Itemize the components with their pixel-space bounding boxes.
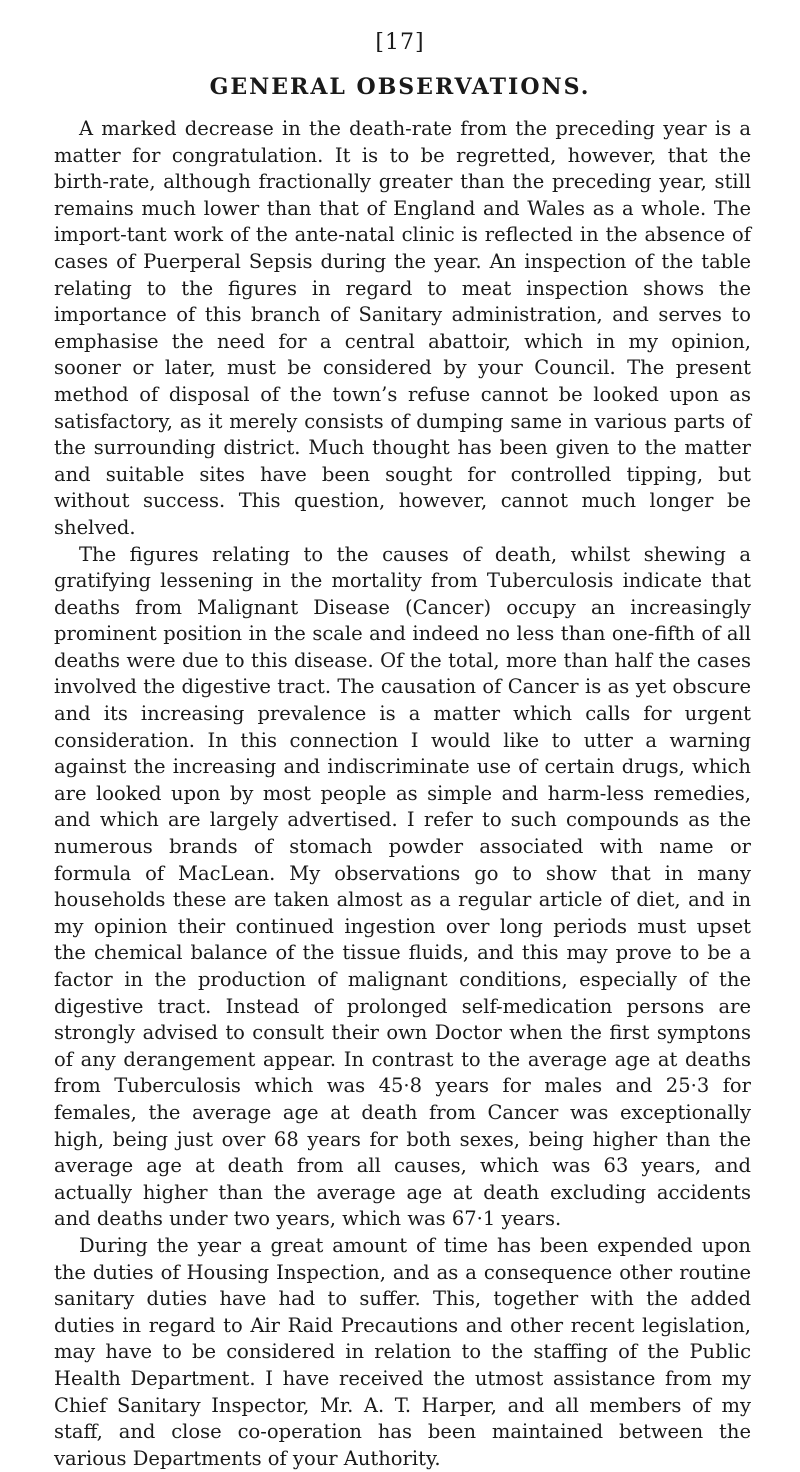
paragraph-housing-inspection: During the year a great amount of time has been expended upon the duties of Housing Inspection, and as a consequence other routine sanitary duties have had to suffer. This, together with the added duties in regard to Air Raid Precautions and other recent legislation, may have to be considered in relation to the staffing of the Public Health Department. I have received the utmost assistance from my Chief Sanitary Inspector, Mr. A. T. Harper, and all members of my staff, and close co-operation has been maintained between the various Departments of your Authority. [54, 1233, 751, 1470]
paragraph-causes-of-death: The figures relating to the causes of death, whilst shewing a gratifying lessening in the mortality from Tuberculosis indicate that deaths from Malignant Disease (Cancer) occupy an increasingly prominent position in the scale and indeed no less than one-fifth of all deaths were due to this disease. Of the total, more than half the cases involved the digestive tract. The causation of Cancer is as yet obscure and its increasing prevalence is a matter which calls for urgent consideration. In this connection I would like to utter a warning against the increasing and indiscriminate use of certain drugs, which are looked upon by most people as simple and harm-less remedies, and which are largely advertised. I refer to such compounds as the numerous brands of stomach powder associated with name or formula of MacLean. My observations go to show that in many households these are taken almost as a regular article of diet, and in my opinion their continued ingestion over long periods must upset the chemical balance of the tissue fluids, and this may prove to be a factor in the production of malignant conditions, especially of the digestive tract. Instead of prolonged self-medication persons are strongly advised to consult their own Doctor when the first symptons of any derangement appear. In contrast to the average age at deaths from Tuberculosis which was 45·8 years for males and 25·3 for females, the average age at death from Cancer was exceptionally high, being just over 68 years for both sexes, being higher than the average age at death from all causes, which was 63 years, and actually higher than the average age at death excluding accidents and deaths under two years, which was 67·1 years. [54, 542, 751, 1231]
page-title: GENERAL OBSERVATIONS. [209, 74, 591, 100]
page-number: [17] [375, 30, 425, 55]
body-text [54, 116, 751, 1472]
paragraph-general: A marked decrease in the death-rate from the preceding year is a matter for congratulation. It is to be regretted, however, that the birth-rate, although fractionally greater than the preceding year, still remains much lower than that of England and Wales as a whole. The import-tant work of the ante-natal clinic is reflected in the absence of cases of Puerperal Sepsis during the year. An inspection of the table relating to the figures in regard to meat inspection shows the importance of this branch of Sanitary administration, and serves to emphasise the need for a central abattoir, which in my opinion, sooner or later, must be considered by your Council. The present method of disposal of the town’s refuse cannot be looked upon as satisfactory, as it merely consists of dumping same in various parts of the surrounding district. Much thought has been given to the matter and suitable sites have been sought for controlled tipping, but without success. This question, however, cannot much longer be shelved. [54, 117, 751, 539]
